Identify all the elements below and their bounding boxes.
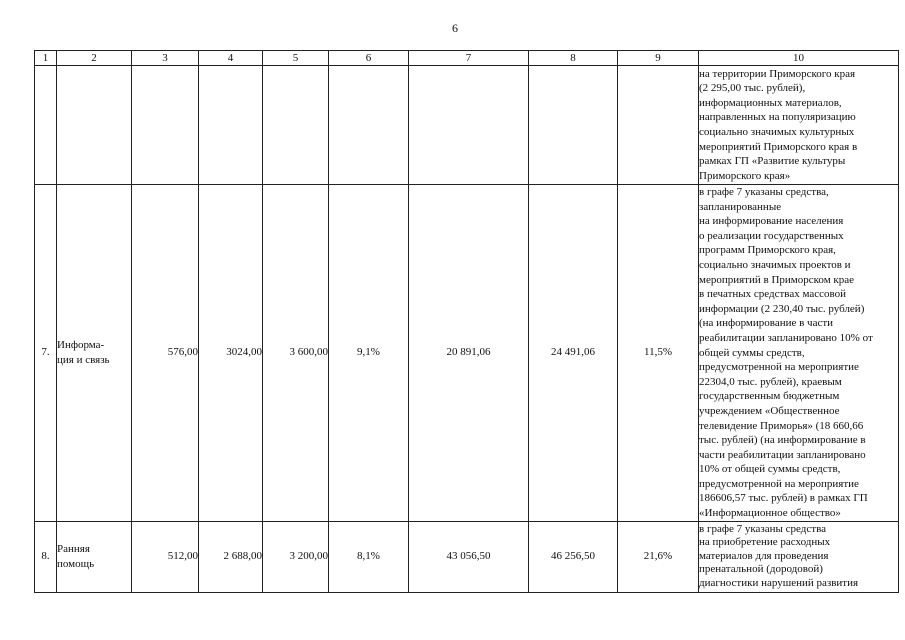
description-line: на приобретение расходных [699, 536, 831, 549]
budget-table [34, 50, 899, 593]
description-line: информации (2 230,40 тыс. рублей) [699, 302, 865, 315]
cell-col7: 43 056,50 [409, 521, 529, 592]
cell-col9: 11,5% [618, 185, 699, 522]
cell-col5 [263, 66, 329, 185]
column-header: 4 [199, 51, 263, 66]
column-header: 1 [35, 51, 57, 66]
cell-col9: 21,6% [618, 521, 699, 592]
row-name-line: помощь [57, 557, 95, 570]
description-line: телевидение Приморья» (18 660,66 [699, 419, 864, 432]
description-line: (2 295,00 тыс. рублей), [699, 82, 806, 95]
row-name-line: Информа- [57, 338, 105, 351]
column-header: 8 [529, 51, 618, 66]
description-line: информационных материалов, [699, 96, 842, 109]
description-line: мероприятий в Приморском крае [699, 273, 855, 286]
column-header: 5 [263, 51, 329, 66]
row-name-line: ция и связь [57, 353, 110, 366]
description-line: пренатальной (дородовой) [699, 563, 823, 576]
column-header: 7 [409, 51, 529, 66]
cell-col7: 20 891,06 [409, 185, 529, 522]
description-line: мероприятий Приморского края в [699, 140, 858, 153]
cell-col4: 3024,00 [199, 185, 263, 522]
cell-col3: 512,00 [132, 521, 199, 592]
description-line: на территории Приморского края [699, 67, 856, 80]
cell-col5: 3 200,00 [263, 521, 329, 592]
description-line: предусмотренной на мероприятие [699, 477, 859, 490]
description-line: направленных на популяризацию [699, 111, 856, 124]
row-description [699, 185, 899, 522]
description-line: программ Приморского края, [699, 244, 836, 257]
description-line: запланированные [699, 200, 782, 213]
row-description [699, 66, 899, 185]
page-number: 6 [452, 21, 458, 35]
description-line: предусмотренной на мероприятие [699, 361, 859, 374]
row-number: 8. [35, 521, 57, 592]
description-line: Приморского края» [699, 169, 791, 182]
description-line: на информирование населения [699, 215, 844, 228]
table-row [35, 185, 899, 522]
cell-col4 [199, 66, 263, 185]
row-name [57, 521, 132, 592]
description-line: социально значимых проектов и [699, 258, 851, 271]
cell-col8: 46 256,50 [529, 521, 618, 592]
description-line: материалов для проведения [699, 549, 829, 562]
header-row [35, 51, 899, 66]
description-line: в графе 7 указаны средства, [699, 186, 829, 198]
description-line: рамках ГП «Развитие культуры [699, 155, 846, 168]
cell-col4: 2 688,00 [199, 521, 263, 592]
description-line: о реализации государственных [699, 229, 844, 242]
description-line: реабилитации запланировано 10% от [699, 331, 873, 344]
table-row [35, 66, 899, 185]
row-number: 7. [35, 185, 57, 522]
description-line: (на информирование в части [699, 317, 834, 330]
row-number [35, 66, 57, 185]
description-line: социально значимых культурных [699, 126, 855, 138]
row-name-line: Ранняя [57, 542, 90, 555]
column-header: 3 [132, 51, 199, 66]
cell-col6 [329, 66, 409, 185]
description-line: общей суммы средств, [699, 346, 805, 359]
description-line: учреждением «Общественное [699, 404, 840, 417]
cell-col3: 576,00 [132, 185, 199, 522]
row-name [57, 185, 132, 522]
description-line: 22304,0 тыс. рублей), краевым [699, 375, 842, 388]
description-line: в печатных средствах массовой [699, 288, 847, 301]
cell-col6: 9,1% [329, 185, 409, 522]
column-header: 2 [57, 51, 132, 66]
description-line: тыс. рублей) (на информирование в [699, 434, 866, 447]
cell-col8: 24 491,06 [529, 185, 618, 522]
cell-col9 [618, 66, 699, 185]
cell-col3 [132, 66, 199, 185]
description-line: государственным бюджетным [699, 390, 840, 403]
description-line: диагностики нарушений развития [699, 577, 859, 590]
description-line: части реабилитации запланировано [699, 448, 866, 461]
table-row [35, 521, 899, 592]
cell-col7 [409, 66, 529, 185]
column-header: 10 [699, 51, 899, 66]
cell-col6: 8,1% [329, 521, 409, 592]
description-line: «Информационное общество» [699, 507, 841, 520]
row-description [699, 521, 899, 592]
description-line: 10% от общей суммы средств, [699, 463, 841, 476]
description-line: 186606,57 тыс. рублей) в рамках ГП [699, 492, 868, 505]
description-line: в графе 7 указаны средства [699, 522, 826, 535]
cell-col8 [529, 66, 618, 185]
column-header: 9 [618, 51, 699, 66]
row-name [57, 66, 132, 185]
column-header: 6 [329, 51, 409, 66]
cell-col5: 3 600,00 [263, 185, 329, 522]
